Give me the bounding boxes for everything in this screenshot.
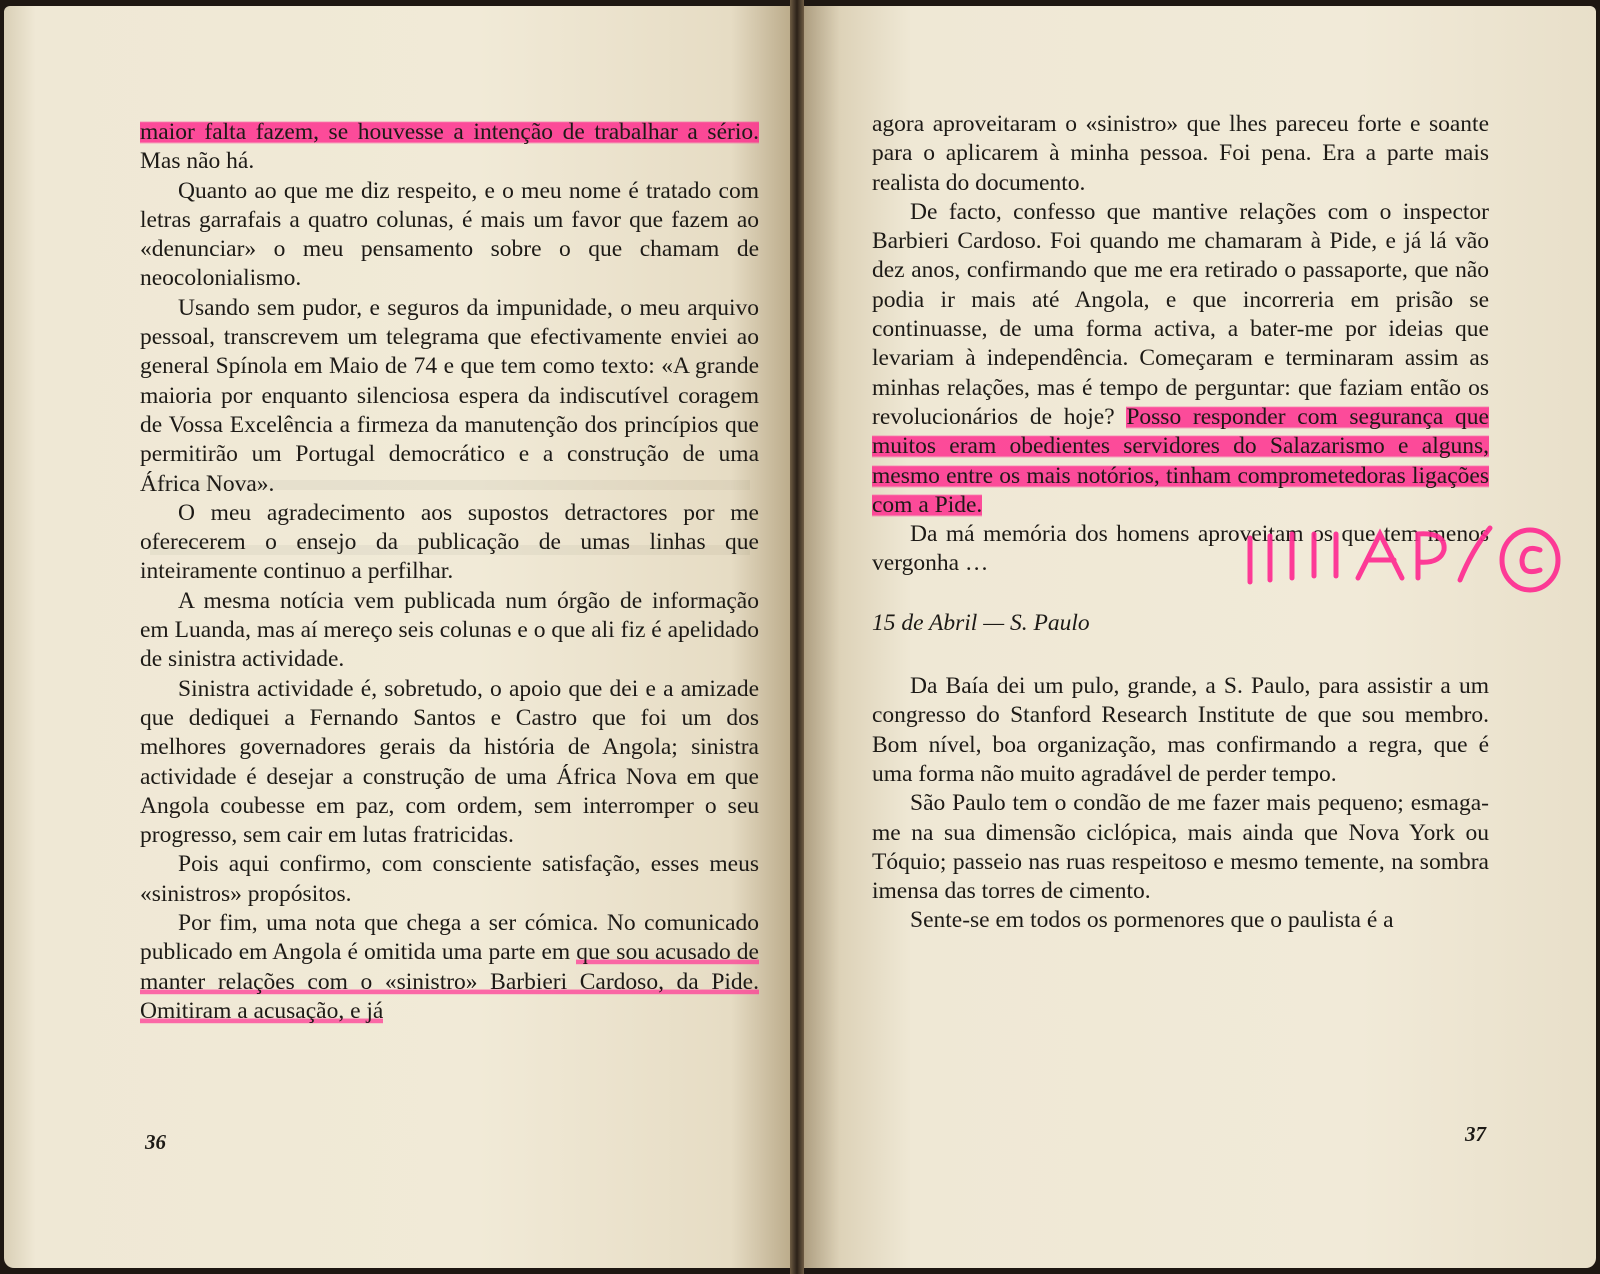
left-paragraph-7: Pois aqui confirmo, com consciente satisfação, esses meus «sinistros» propósitos.	[140, 851, 759, 907]
diary-entry-heading: 15 de Abril — S. Paulo	[872, 609, 1090, 636]
paragraph-text: Mas não há.	[140, 148, 255, 175]
right-paragraph-3: Da má memória dos homens aproveitam os que tem menos vergonha …	[872, 521, 1489, 577]
highlighted-passage: maior falta fazem, se houvesse a intenção de trabalhar a sério.	[140, 119, 759, 145]
left-paragraph-3: Usando sem pudor, e seguros da impunidade, o meu arquivo pessoal, transcrevem um telegrama que efectivamente enviei ao general Spínola em Maio de 74 e que tem como texto: «A grande maioria por enquanto silenciosa espera da indiscutível coragem de Vossa Excelência a firmeza da manutenção dos princípios que permitirão um Portugal democrático e a construção de uma África Nova».	[140, 294, 759, 497]
right-paragraph-1: agora aproveitaram o «sinistro» que lhes pareceu forte e soante para o aplicarem à minha pessoa. Foi pena. Era a parte mais realista do documento.	[872, 111, 1489, 196]
handwritten-annotation	[1240, 520, 1570, 600]
page-number-right: 37	[1465, 1122, 1486, 1146]
left-paragraph-8	[140, 909, 759, 1026]
left-paragraph-5: A mesma notícia vem publicada num órgão de informação em Luanda, mas aí mereço seis colunas e o que ali fiz é apelidado de sinistra actividade.	[140, 587, 759, 673]
right-paragraph-6: Sente-se em todos os pormenores que o paulista é a	[910, 907, 1394, 934]
right-paragraph-5: São Paulo tem o condão de me fazer mais pequeno; esmaga-me na sua dimensão ciclópica, mais ainda que Nova York ou Tóquio; passeio nas ruas respeitoso e mesmo temente, na sombra imensa das torres de cimento.	[872, 790, 1489, 905]
page-number-left: 36	[145, 1130, 166, 1154]
book-gutter	[790, 0, 804, 1274]
left-paragraph-2: Quanto ao que me diz respeito, e o meu nome é tratado com letras garrafais a quatro colunas, é mais um favor que fazem ao «denunciar» o meu pensamento sobre o que chamam de neocolonialismo.	[140, 177, 759, 292]
right-paragraph-4: Da Baía dei um pulo, grande, a S. Paulo, para assistir a um congresso do Stanford Research Institute de que sou membro. Bom nível, boa organização, mas confirmando a regra, que é uma forma não muito agradável de perder tempo.	[872, 673, 1489, 787]
left-paragraph-1	[140, 118, 759, 177]
paragraph-text: Por fim, uma nota que chega a ser cómica. No comunicado publicado em Angola é omitida uma parte em	[140, 910, 759, 966]
underlined-passage: que sou acusado de manter relações com o «sinistro» Barbieri Cardoso, da Pide. Omitiram a acusação, e já	[140, 939, 759, 1024]
paragraph-text: De facto, confesso que mantive relações com o inspector Barbieri Cardoso. Foi quando me chamaram à Pide, e já lá vão dez anos, confirmando que me era retirado o passaporte, que não podia ir mais até Angola, e que incorreria em prisão se continuasse, de uma forma activa, a bater-me por ideias que levariam à independência. Começaram e terminaram assim as minhas relações, mas é tempo de perguntar: que faziam então os revolucionários de hoje?	[872, 198, 1489, 430]
left-paragraph-6: Sinistra actividade é, sobretudo, o apoio que dei e a amizade que dediquei a Fernando Santos e Castro que foi um dos melhores governadores gerais da história de Angola; sinistra actividade é desejar a construção de uma África Nova em que Angola coubesse em paz, com ordem, sem interromper o seu progresso, sem cair em lutas fratricidas.	[140, 675, 759, 849]
highlighted-passage: Posso responder com segurança que muitos eram obedientes servidores do Salazarismo e alguns, mesmo entre os mais notórios, tinham comprometedoras ligações com a Pide.	[872, 403, 1489, 518]
left-paragraph-4: O meu agradecimento aos supostos detractores por me oferecerem o ensejo da publicação de umas linhas que inteiramente continuo a perfilhar.	[140, 499, 759, 585]
left-page-text	[140, 118, 759, 1026]
right-paragraph-2	[872, 198, 1489, 520]
